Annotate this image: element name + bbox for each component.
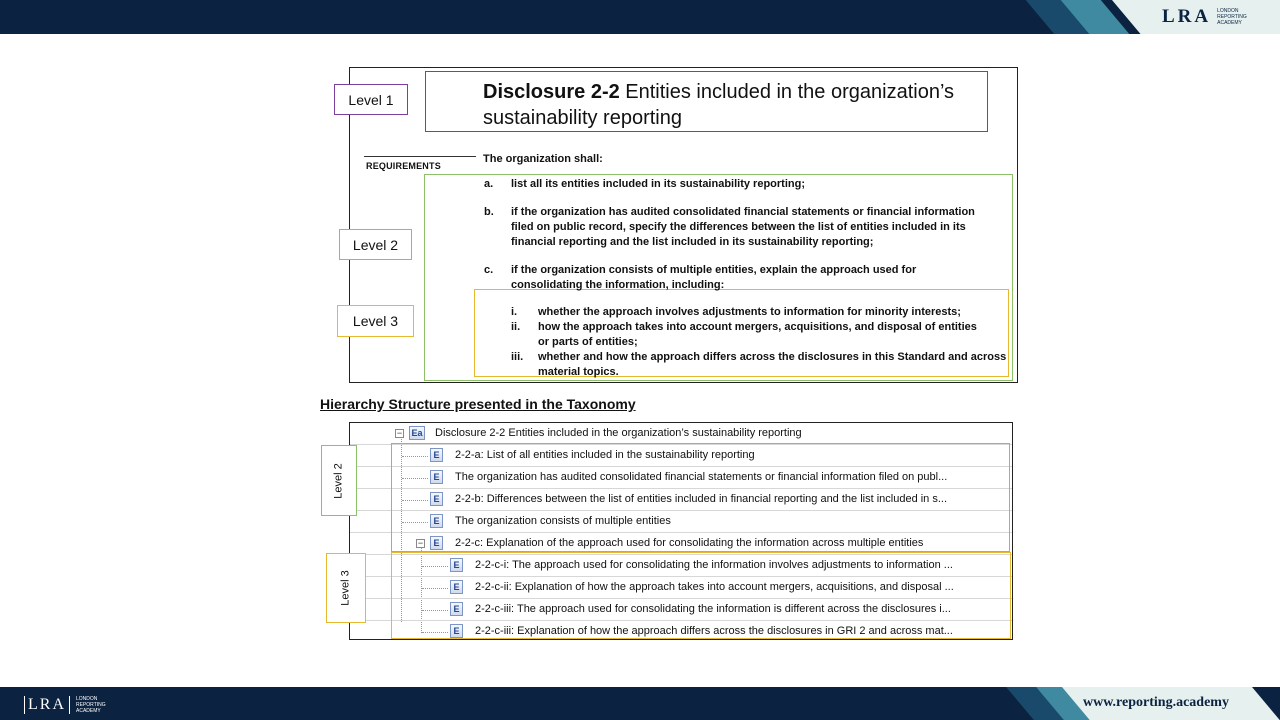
logo-subtitle: LONDON REPORTING ACADEMY xyxy=(1217,8,1247,26)
item-text: list all its entities included in its sustainability reporting; xyxy=(511,178,805,190)
element-icon: E xyxy=(430,492,443,506)
subitem-numeral: i. xyxy=(511,306,518,318)
disclosure-name: Entities included in the organization’s sustainability reporting xyxy=(483,81,955,129)
subitem-text: whether the approach involves adjustments to information for minority interests; xyxy=(538,306,961,318)
logo-mark: LRA xyxy=(1162,6,1212,27)
tree-row-label: 2-2-c-iii: The approach used for consolidating the information is different across the disclosures i... xyxy=(475,603,951,615)
level2-label: Level 2 xyxy=(352,236,399,253)
element-abstract-icon: Ea xyxy=(409,426,425,440)
item-text: if the organization has audited consolidated financial statements or financial information filed on public record, specify the differences between the list of entities included in its financial reporting and the list included in its sustainability reporting; xyxy=(511,206,975,248)
footer-logo xyxy=(24,696,116,714)
footer-website-link[interactable]: www.reporting.academy xyxy=(1083,695,1229,710)
requirements-label: REQUIREMENTS xyxy=(366,161,441,171)
tree-row-label: The organization has audited consolidated financial statements or financial information filed on publ... xyxy=(455,471,948,483)
subitem-text: how the approach takes into account mergers, acquisitions, and disposal of entities or parts of entities; xyxy=(538,321,977,348)
element-icon: E xyxy=(450,624,463,638)
taxonomy-level3-frame xyxy=(391,552,1011,639)
item-letter: c. xyxy=(484,264,494,276)
level1-label: Level 1 xyxy=(348,91,394,108)
tree-row-label: 2-2-b: Differences between the list of entities included in financial reporting and the list included in s... xyxy=(455,493,948,505)
taxonomy-level3-label: Level 3 xyxy=(339,570,352,606)
level1-tag xyxy=(334,84,408,115)
footer-bar xyxy=(0,687,1280,720)
taxonomy-level2-label: Level 2 xyxy=(333,462,346,499)
tree-row-label: The organization consists of multiple entities xyxy=(455,515,671,527)
element-icon: E xyxy=(430,514,443,528)
level3-tag xyxy=(337,305,414,337)
disclosure-title xyxy=(483,79,983,131)
header-logo xyxy=(1162,6,1257,28)
header-bar xyxy=(0,0,1280,34)
taxonomy-level3-tag xyxy=(326,553,366,623)
disclosure-number: Disclosure 2-2 xyxy=(483,81,620,103)
item-letter: a. xyxy=(484,178,494,190)
level2-tag xyxy=(339,229,412,260)
element-icon: E xyxy=(430,470,443,484)
tree-row[interactable] xyxy=(350,423,1012,445)
element-icon: E xyxy=(450,558,463,572)
subitem-numeral: ii. xyxy=(511,321,521,333)
requirements-lead: The organization shall: xyxy=(483,153,603,165)
tree-row-label: 2-2-c-iii: Explanation of how the approach differs across the disclosures in GRI 2 and across mat... xyxy=(475,625,953,637)
level3-label: Level 3 xyxy=(352,313,399,329)
subitem-text: whether and how the approach differs across the disclosures in this Standard and across material topics. xyxy=(538,351,1007,378)
taxonomy-level2-frame xyxy=(391,443,1010,552)
collapse-icon[interactable]: − xyxy=(417,538,424,548)
tree-row-label: 2-2-c-i: The approach used for consolidating the information involves adjustments to information ... xyxy=(475,559,953,571)
footer-logo-subtitle: LONDON REPORTING ACADEMY xyxy=(76,696,106,714)
tree-row-label: 2-2-a: List of all entities included in the sustainability reporting xyxy=(455,449,755,461)
taxonomy-level2-tag xyxy=(321,445,357,516)
element-icon: E xyxy=(430,448,443,462)
subitem-numeral: iii. xyxy=(511,351,524,363)
tree-row-label: 2-2-c: Explanation of the approach used for consolidating the information across multiple entities xyxy=(455,537,924,549)
item-text: if the organization consists of multiple entities, explain the approach used for consolidating the information, including: xyxy=(511,264,917,291)
tree-row-label: Disclosure 2-2 Entities included in the organization’s sustainability reporting xyxy=(435,427,802,439)
item-letter: b. xyxy=(484,206,494,218)
collapse-icon[interactable]: − xyxy=(396,428,403,438)
element-icon: E xyxy=(430,536,443,550)
element-icon: E xyxy=(450,580,463,594)
requirements-rule xyxy=(364,156,476,157)
element-icon: E xyxy=(450,602,463,616)
footer-logo-mark: LRA xyxy=(24,696,70,714)
tree-row-label: 2-2-c-ii: Explanation of how the approach takes into account mergers, acquisitions, and disposal ... xyxy=(475,581,954,593)
taxonomy-heading: Hierarchy Structure presented in the Taxonomy xyxy=(320,396,636,412)
